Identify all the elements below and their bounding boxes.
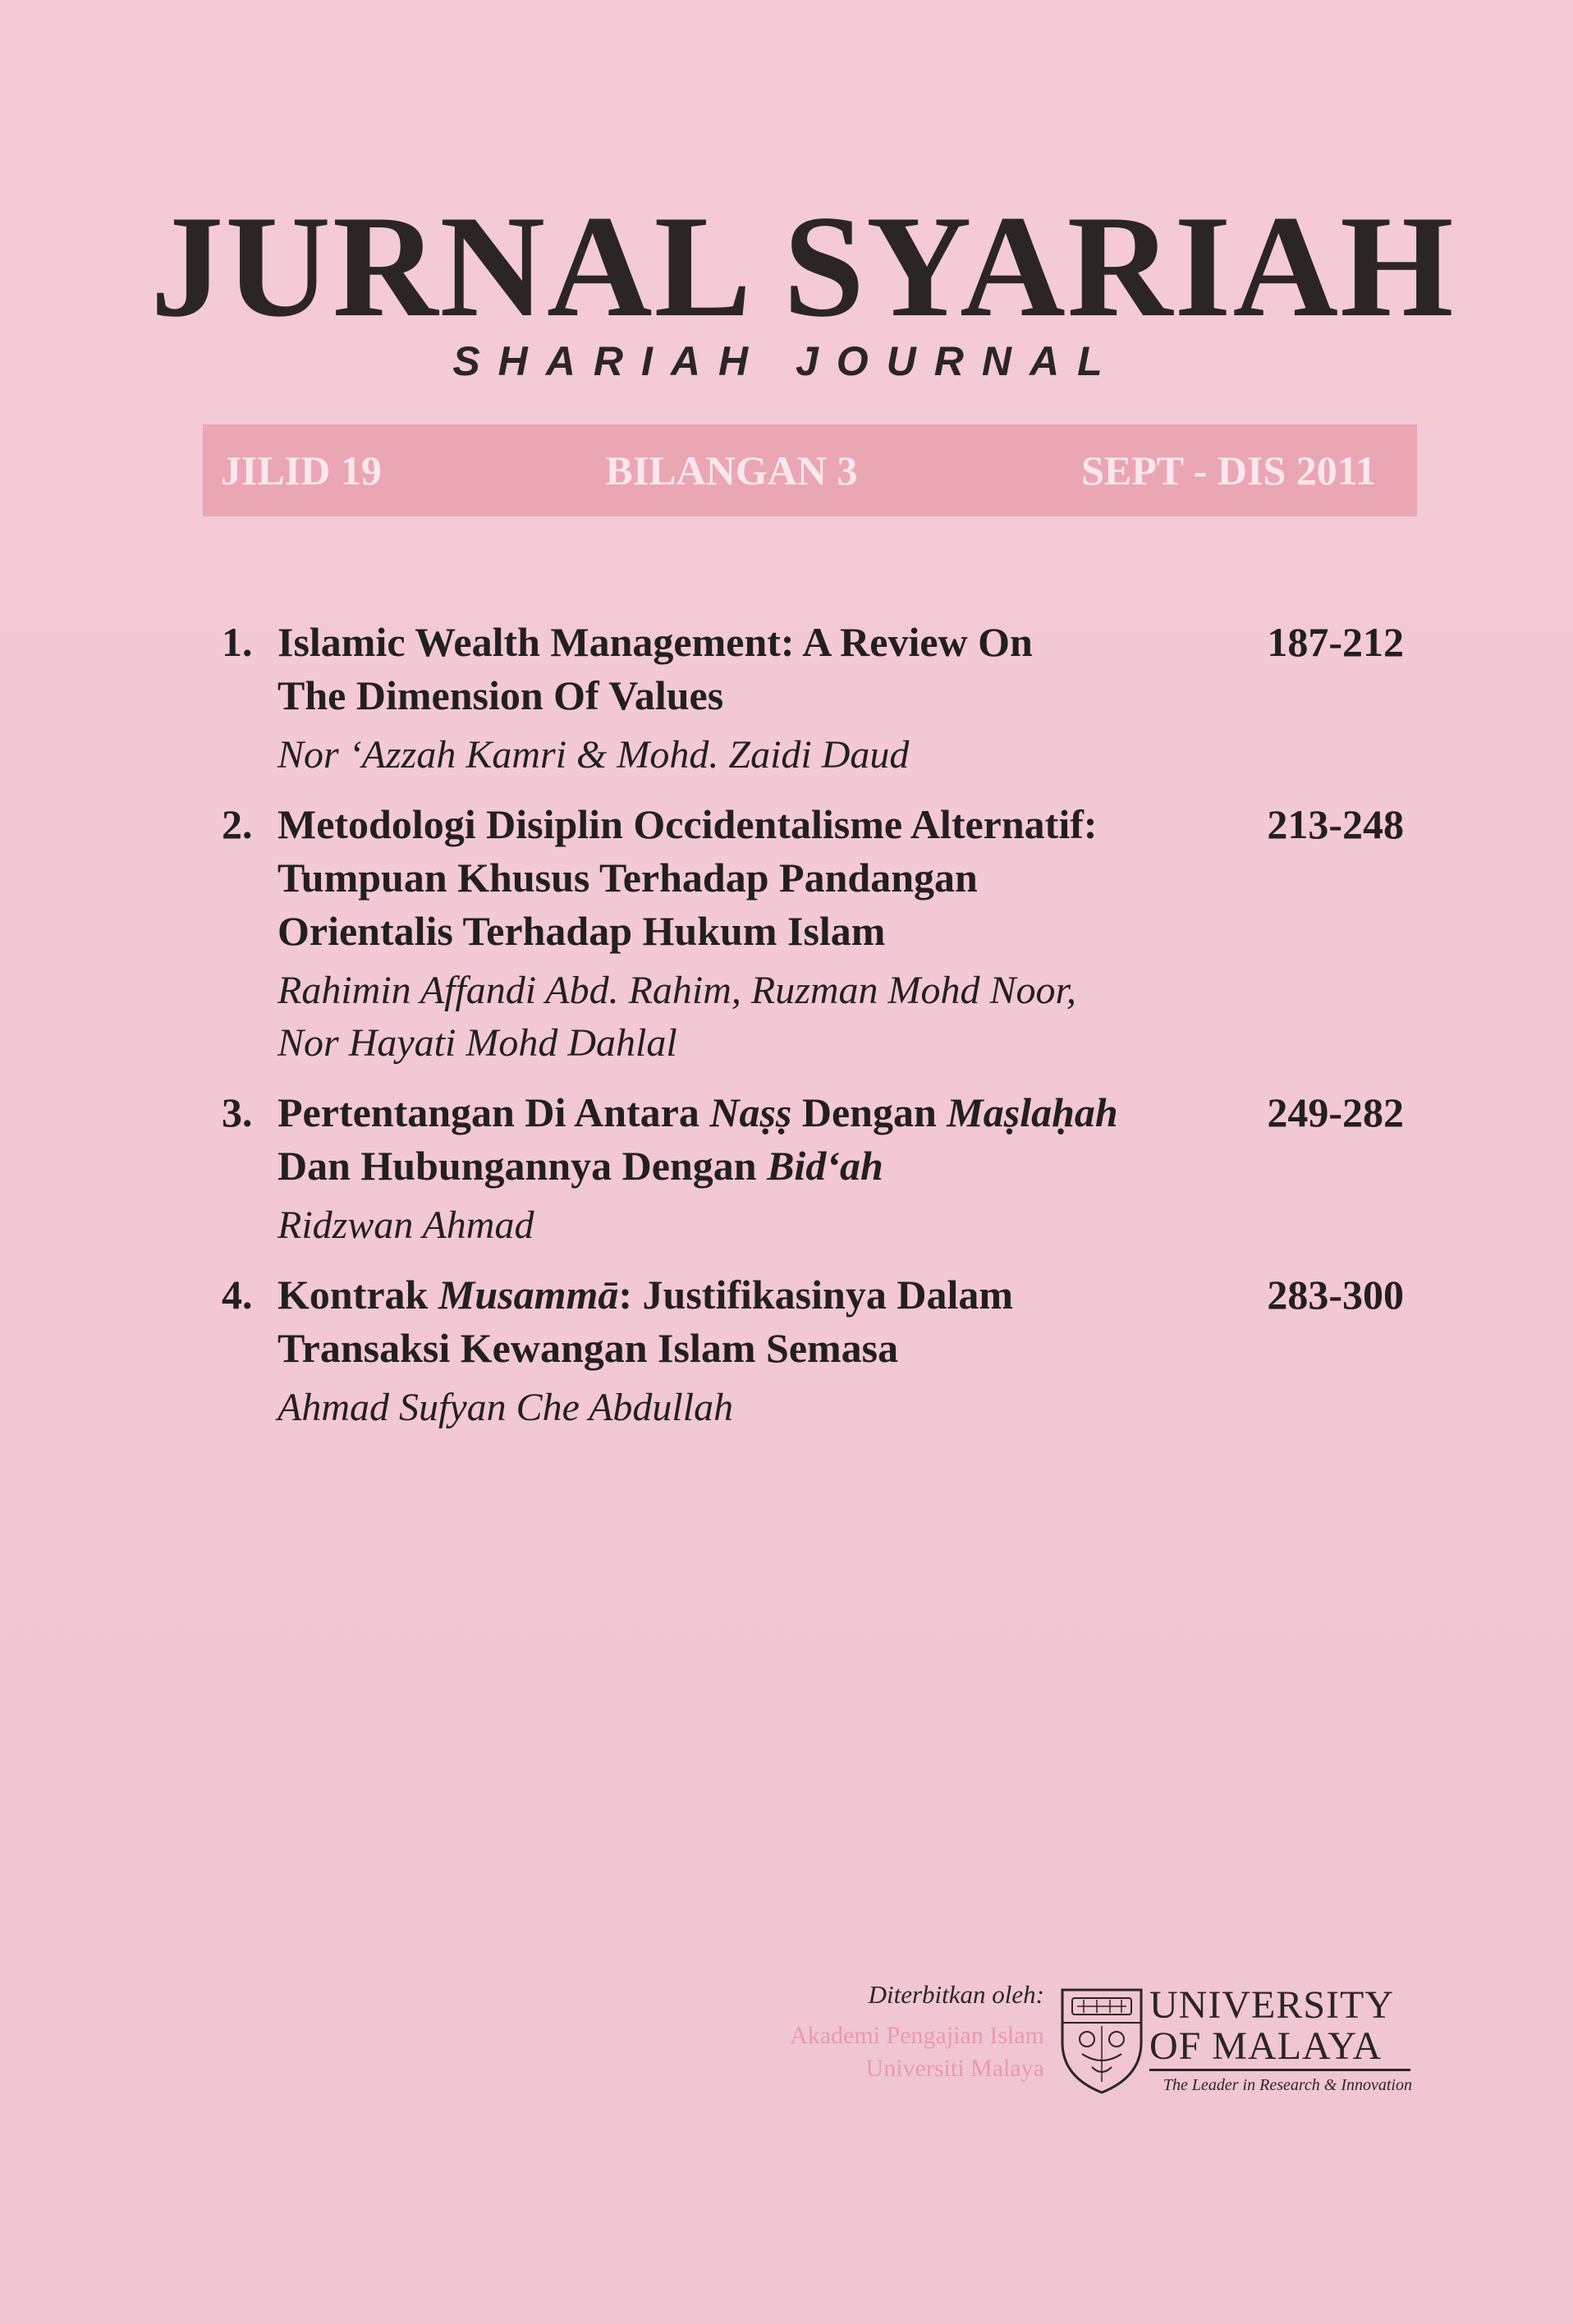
article-title-line	[277, 1268, 1263, 1322]
publisher-organization	[706, 2019, 1044, 2085]
title-term: Musammā	[438, 1272, 619, 1318]
article-title-line: Islamic Wealth Management: A Review On	[277, 619, 1033, 665]
title-term: Maṣlaḥah	[947, 1089, 1118, 1135]
issue-volume: JILID 19	[221, 447, 382, 493]
article-author-line: Nor Hayati Mohd Dahlal	[277, 1021, 677, 1065]
university-divider	[1149, 2069, 1410, 2071]
university-tagline: The Leader in Research & Innovation	[1163, 2076, 1412, 2094]
article-title-line: Orientalis Terhadap Hukum Islam	[277, 908, 886, 954]
journal-title: JURNAL SYARIAH	[150, 185, 1456, 347]
journal-subtitle: SHARIAH JOURNAL	[452, 338, 1121, 384]
university-name-line: UNIVERSITY	[1149, 1983, 1394, 2027]
article-pages: 187-212	[1267, 619, 1404, 665]
article-title-line: Metodologi Disiplin Occidentalisme Alternatif:	[277, 801, 1098, 847]
article-title	[277, 1086, 1263, 1193]
article-entry-1	[222, 616, 1404, 782]
table-of-contents	[222, 616, 1404, 1451]
title-text: : Justifikasinya Dalam	[618, 1272, 1013, 1318]
title-term: Bid‘ah	[767, 1143, 883, 1189]
university-crest-icon	[1059, 1985, 1144, 2096]
article-pages: 249-282	[1267, 1089, 1404, 1135]
article-authors	[277, 1382, 1404, 1434]
article-pages: 283-300	[1267, 1272, 1404, 1318]
issue-band	[203, 424, 1417, 516]
article-title-line: Transaksi Kewangan Islam Semasa	[277, 1325, 899, 1371]
title-text: Pertentangan Di Antara	[277, 1089, 710, 1135]
article-authors	[277, 965, 1404, 1070]
title-text: Dan Hubungannya Dengan	[277, 1143, 768, 1189]
article-entry-2	[222, 798, 1404, 1070]
article-author-line: Ahmad Sufyan Che Abdullah	[277, 1386, 734, 1429]
article-title-line: Tumpuan Khusus Terhadap Pandangan	[277, 855, 978, 901]
article-author-line: Ridzwan Ahmad	[277, 1203, 534, 1247]
issue-date: SEPT - DIS 2011	[1081, 447, 1376, 493]
issue-number: BILANGAN 3	[605, 447, 858, 493]
title-text: Kontrak	[277, 1272, 438, 1318]
article-number: 3.	[222, 1089, 253, 1135]
article-number: 2.	[222, 801, 253, 847]
article-title-line: The Dimension Of Values	[277, 672, 724, 718]
article-authors	[277, 729, 1404, 782]
article-entry-3	[222, 1086, 1404, 1252]
article-title	[277, 616, 1263, 722]
article-title-line	[277, 1139, 1263, 1193]
title-term: Naṣṣ	[709, 1089, 792, 1135]
university-name	[1149, 1985, 1412, 2067]
article-number: 1.	[222, 619, 253, 665]
article-author-line: Nor ‘Azzah Kamri & Mohd. Zaidi Daud	[277, 733, 910, 777]
article-title-line	[277, 1086, 1263, 1139]
article-authors	[277, 1199, 1404, 1252]
article-title	[277, 798, 1263, 958]
title-text: Dengan	[791, 1089, 947, 1135]
publisher-label: Diterbitkan oleh:	[868, 1980, 1044, 2009]
article-title	[277, 1268, 1263, 1375]
article-pages: 213-248	[1267, 801, 1404, 847]
article-entry-4	[222, 1268, 1404, 1434]
university-name-line: OF MALAYA	[1149, 2024, 1383, 2068]
article-author-line: Rahimin Affandi Abd. Rahim, Ruzman Mohd Noor,	[277, 969, 1076, 1012]
publisher-org-line: Akademi Pengajian Islam	[790, 2022, 1044, 2049]
publisher-org-line: Universiti Malaya	[865, 2055, 1044, 2082]
article-number: 4.	[222, 1272, 253, 1318]
